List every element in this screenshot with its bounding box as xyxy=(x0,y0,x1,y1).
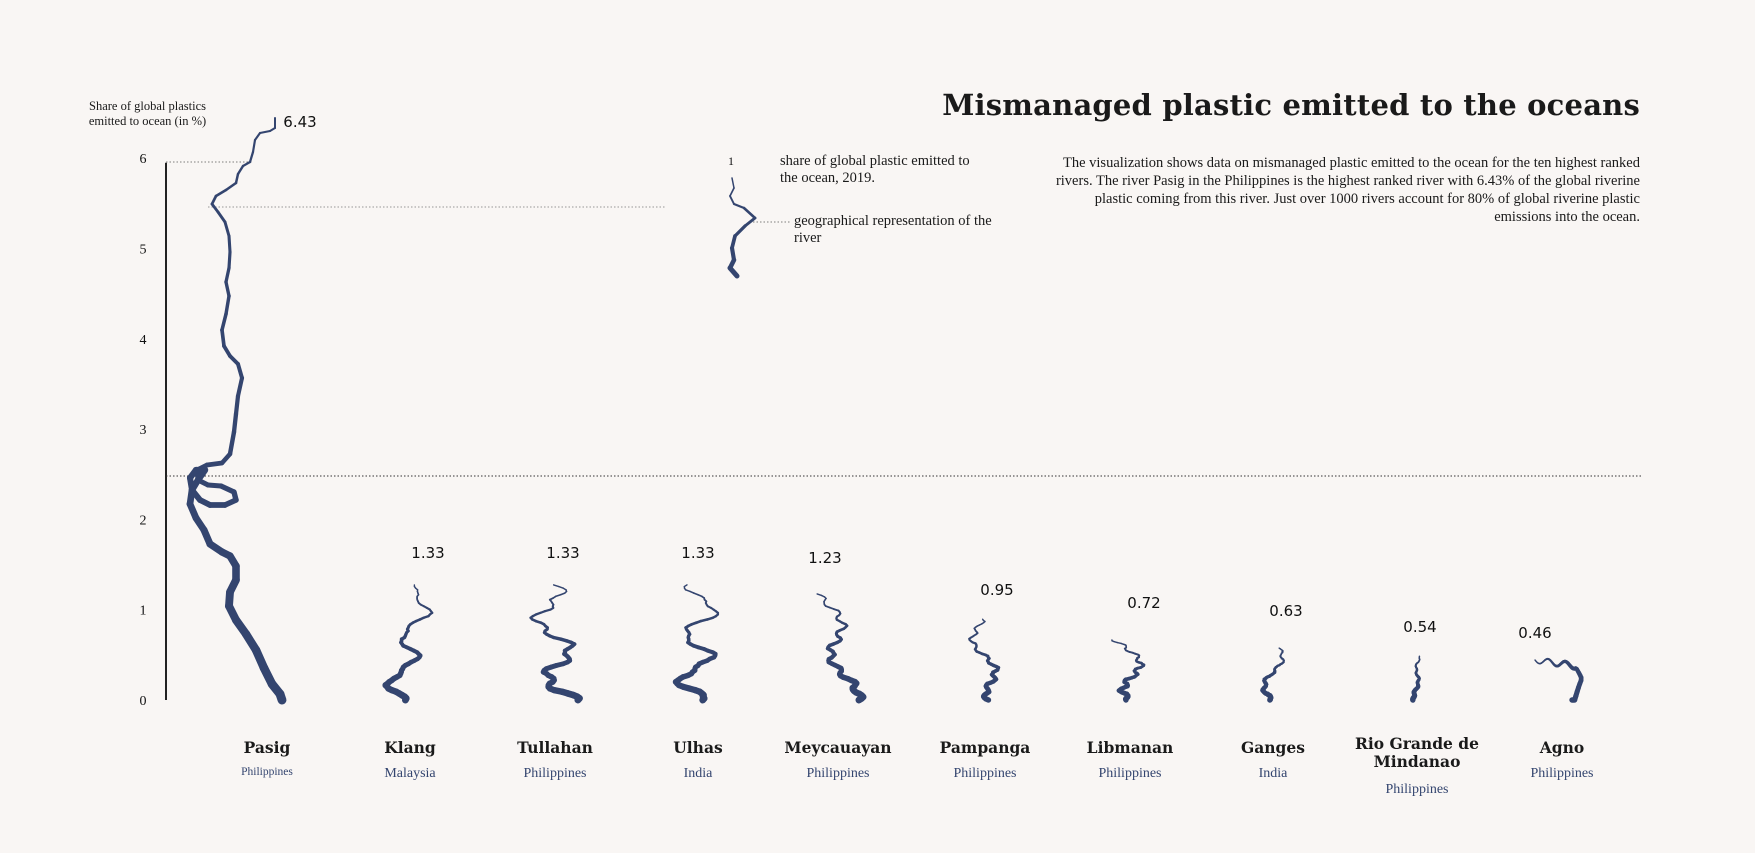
value-label-pasig: 6.43 xyxy=(283,113,317,131)
country-label-ganges: India xyxy=(1258,766,1288,781)
value-label-rio-grande-de-mindanao: 0.54 xyxy=(1403,618,1437,636)
legend-share-text: share of global plastic emitted to the ocean, 2019. xyxy=(780,153,970,186)
country-label-pampanga: Philippines xyxy=(953,766,1017,781)
category-label-meycauayan: Meycauayan xyxy=(784,738,892,757)
legend-value-example: 1 xyxy=(728,154,734,168)
value-label-ganges: 0.63 xyxy=(1269,602,1303,620)
value-label-libmanan: 0.72 xyxy=(1127,594,1161,612)
river-mark-pasig xyxy=(190,118,282,700)
river-mark-ulhas xyxy=(676,585,718,700)
y-tick-label: 0 xyxy=(139,694,147,709)
category-label-ulhas: Ulhas xyxy=(673,738,723,757)
value-label-agno: 0.46 xyxy=(1518,624,1552,642)
y-tick-label: 6 xyxy=(139,152,147,168)
chart-title: Mismanaged plastic emitted to the oceans xyxy=(942,88,1640,122)
category-label-rio-grande-de-mindanao: Rio Grande de Mindanao xyxy=(1354,734,1479,771)
value-label-tullahan: 1.33 xyxy=(546,544,580,562)
category-label-pasig: Pasig xyxy=(243,738,291,757)
country-label-agno: Philippines xyxy=(1530,766,1594,781)
category-label-klang: Klang xyxy=(384,738,436,757)
country-label-klang: Malaysia xyxy=(384,766,436,781)
y-tick-label: 2 xyxy=(139,513,147,529)
country-label-meycauayan: Philippines xyxy=(806,766,870,781)
river-mark-meycauayan xyxy=(817,594,863,700)
country-label-libmanan: Philippines xyxy=(1098,766,1162,781)
country-label-rio-grande-de-mindanao: Philippines xyxy=(1385,782,1449,797)
country-label-ulhas: India xyxy=(683,766,713,781)
value-label-meycauayan: 1.23 xyxy=(808,549,842,567)
y-tick-label: 3 xyxy=(139,423,147,439)
chart-description: The visualization shows data on mismanaged plastic emitted to the ocean for the ten highest ranked rivers. The river Pasig in the Philippines is the highest ranked river with 6.43% of the global riverine plastic coming from this river. Just over 1000 rivers account for 80% of global riverine plastic emissions into the ocean. xyxy=(1055,155,1640,225)
river-mark-tullahan xyxy=(531,585,580,700)
category-label-agno: Agno xyxy=(1539,738,1585,757)
y-axis-title: Share of global plastics emitted to ocean (in %) xyxy=(88,99,207,128)
y-tick-label: 4 xyxy=(139,332,147,348)
category-label-ganges: Ganges xyxy=(1241,738,1305,757)
river-mark-libmanan xyxy=(1112,640,1144,700)
river-mark-klang xyxy=(385,585,432,700)
river-mark-pampanga xyxy=(969,619,998,700)
river-mark-ganges xyxy=(1263,648,1284,700)
category-label-libmanan: Libmanan xyxy=(1086,738,1174,757)
y-tick-label: 1 xyxy=(139,603,147,619)
y-tick-label: 5 xyxy=(139,242,147,258)
value-label-klang: 1.33 xyxy=(411,544,445,562)
river-mark-agno xyxy=(1535,659,1581,700)
value-label-ulhas: 1.33 xyxy=(681,544,715,562)
value-label-pampanga: 0.95 xyxy=(980,581,1014,599)
category-label-tullahan: Tullahan xyxy=(517,738,593,757)
river-mark-rio-grande-de-mindanao xyxy=(1413,656,1420,700)
country-label-tullahan: Philippines xyxy=(523,766,587,781)
category-label-pampanga: Pampanga xyxy=(939,738,1031,757)
legend-river-icon xyxy=(730,178,755,276)
country-label-pasig: Philippines xyxy=(241,766,293,778)
legend-geo-text: geographical representation of the river xyxy=(794,213,992,246)
